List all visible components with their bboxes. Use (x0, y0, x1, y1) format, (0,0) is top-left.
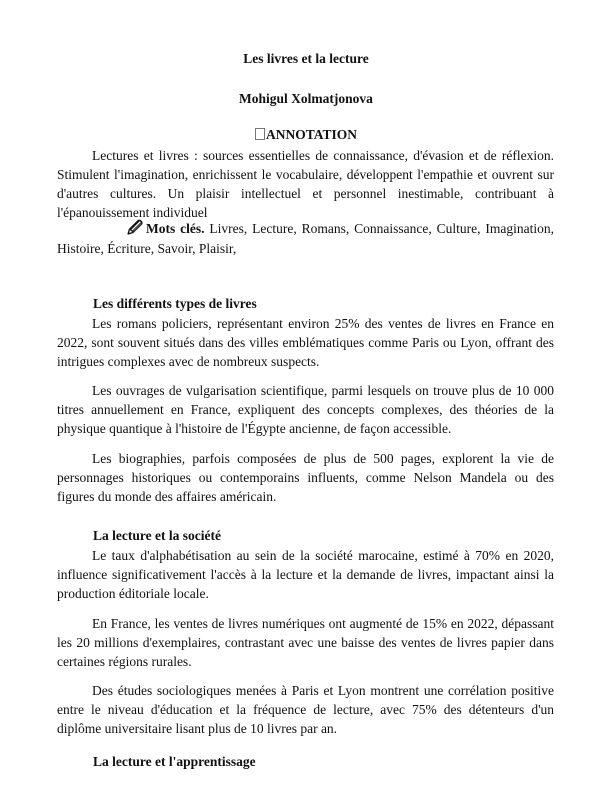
keywords-label: Mots clés. (146, 221, 205, 236)
placeholder-box-icon (255, 128, 265, 140)
paragraph: Le taux d'alphabétisation au sein de la société marocaine, estimé à 70% en 2020, influence significativement l'accès à la lecture et la demande de livres, impactant ainsi la production éditoriale locale. (57, 548, 554, 601)
section-heading: La lecture et la société (93, 528, 221, 543)
paragraph: En France, les ventes de livres numériques ont augmenté de 15% en 2022, dépassant les 20 millions d'exemplaires, contrastant avec une baisse des ventes de livres papier dans certaines régions rurales. (57, 616, 554, 669)
annotation-text: Lectures et livres : sources essentielles de connaissance, d'évasion et de réflexion. Stimulent l'imagination, enrichissent le vocabulaire, développent l'empathie et ouvrent sur d'autres cultures. Un plaisir intellectuel et personnel inestimable, contribuant à l'épanouissement individuel (57, 148, 554, 220)
author-name: Mohigul Xolmatjonova (239, 91, 373, 106)
paragraph: Les romans policiers, représentant environ 25% des ventes de livres en France en 2022, sont souvent situés dans des villes emblématiques comme Paris ou Lyon, offrant des intrigues complexes avec de nombreux suspects. (57, 316, 554, 369)
document-title: Les livres et la lecture (243, 51, 369, 66)
paragraph: Des études sociologiques menées à Paris et Lyon montrent une corrélation positive entre le niveau d'éducation et la fréquence de lecture, avec 75% des détenteurs d'un diplôme universitaire lisant plus de 10 livres par an. (57, 683, 554, 736)
paragraph: Les biographies, parfois composées de plus de 500 pages, explorent la vie de personnages historiques ou contemporains influents, comme Nelson Mandela ou des figures du monde des affaires américain. (57, 451, 554, 504)
keywords-paragraph (57, 219, 554, 258)
keywords-text: Livres, Lecture, Romans, Connaissance, Culture, Imagination, Histoire, Écriture, Savoir, Plaisir, (57, 221, 554, 256)
annotation-heading: ANNOTATION (265, 127, 357, 142)
key-icon: 🖉 (127, 221, 143, 237)
section-heading: Les différents types de livres (93, 296, 257, 311)
paragraph: Les ouvrages de vulgarisation scientifique, parmi lesquels on trouve plus de 10 000 titres annuellement en France, expliquent des concepts complexes, des théories de la physique quantique à l'histoire de l'Égypte ancienne, de façon accessible. (57, 383, 554, 436)
section-heading: La lecture et l'apprentissage (93, 754, 256, 769)
annotation-heading-row (0, 127, 612, 143)
